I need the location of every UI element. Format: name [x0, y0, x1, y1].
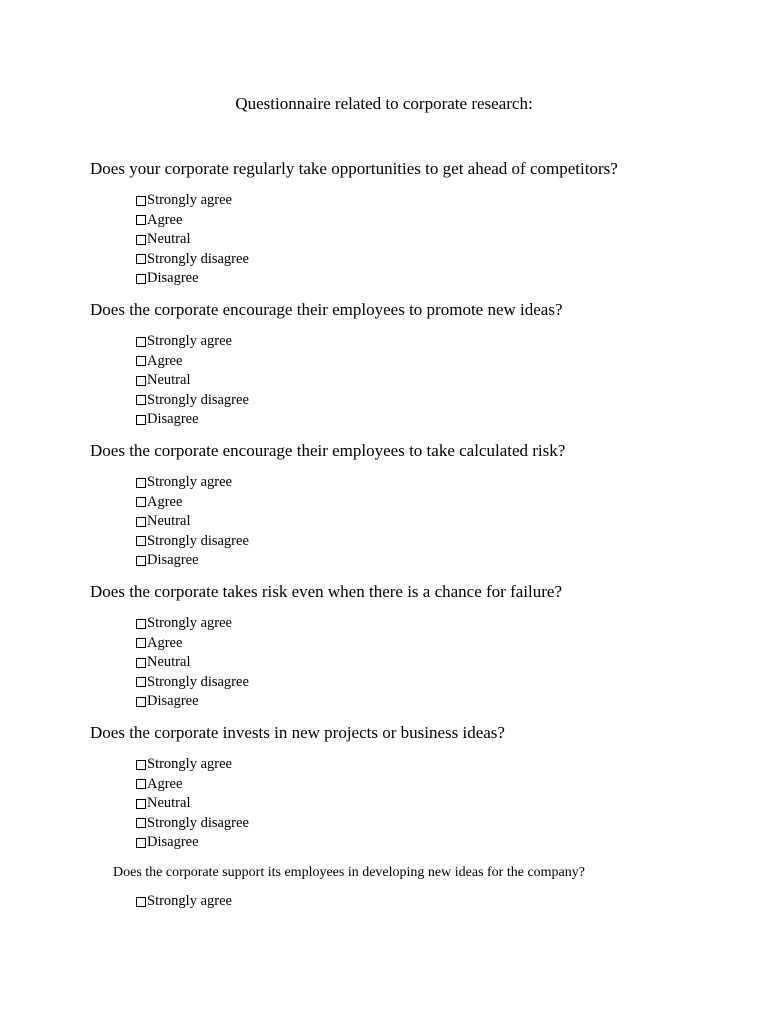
- option-disagree[interactable]: [136, 269, 249, 289]
- checkbox-icon[interactable]: [136, 235, 146, 245]
- option-neutral[interactable]: [136, 794, 249, 814]
- option-label: Agree: [147, 352, 183, 369]
- question-5: Does the corporate invests in new projects or business ideas?: [90, 723, 505, 742]
- option-label: Disagree: [147, 411, 199, 427]
- option-agree[interactable]: [136, 493, 249, 513]
- option-label: Strongly agree: [147, 333, 232, 349]
- checkbox-icon[interactable]: [136, 356, 146, 366]
- option-label: Neutral: [147, 654, 191, 670]
- option-neutral[interactable]: [136, 371, 249, 391]
- checkbox-icon[interactable]: [136, 658, 146, 668]
- option-agree[interactable]: [136, 634, 249, 654]
- checkbox-icon[interactable]: [136, 677, 146, 687]
- checkbox-icon[interactable]: [136, 395, 146, 405]
- option-label: Strongly agree: [147, 474, 232, 490]
- option-strongly-agree[interactable]: [136, 614, 249, 634]
- question-3: Does the corporate encourage their employees to take calculated risk?: [90, 441, 566, 460]
- question-6-options: [136, 892, 232, 912]
- question-6: Does the corporate support its employees in developing new ideas for the company?: [113, 865, 585, 880]
- option-disagree[interactable]: [136, 833, 249, 853]
- option-strongly-disagree[interactable]: [136, 673, 249, 693]
- option-agree[interactable]: [136, 775, 249, 795]
- checkbox-icon[interactable]: [136, 274, 146, 284]
- checkbox-icon[interactable]: [136, 196, 146, 206]
- option-disagree[interactable]: [136, 551, 249, 571]
- checkbox-icon[interactable]: [136, 478, 146, 488]
- option-strongly-disagree[interactable]: [136, 391, 249, 411]
- option-label: Neutral: [147, 231, 191, 247]
- question-1-options: [136, 191, 249, 289]
- option-strongly-disagree[interactable]: [136, 250, 249, 270]
- option-label: Strongly agree: [147, 615, 232, 631]
- option-label: Neutral: [147, 795, 191, 811]
- option-label: Disagree: [147, 834, 199, 850]
- option-label: Disagree: [147, 693, 199, 709]
- option-label: Agree: [147, 211, 183, 228]
- checkbox-icon[interactable]: [136, 838, 146, 848]
- option-label: Strongly agree: [147, 192, 232, 208]
- option-label: Agree: [147, 493, 183, 510]
- option-strongly-agree[interactable]: [136, 473, 249, 493]
- option-disagree[interactable]: [136, 410, 249, 430]
- option-disagree[interactable]: [136, 692, 249, 712]
- checkbox-icon[interactable]: [136, 536, 146, 546]
- option-label: Strongly disagree: [147, 250, 249, 267]
- question-1: Does your corporate regularly take opportunities to get ahead of competitors?: [90, 159, 618, 178]
- option-label: Neutral: [147, 372, 191, 388]
- document-title: Questionnaire related to corporate research:: [235, 94, 533, 113]
- checkbox-icon[interactable]: [136, 215, 146, 225]
- checkbox-icon[interactable]: [136, 415, 146, 425]
- option-label: Strongly agree: [147, 756, 232, 772]
- option-neutral[interactable]: [136, 512, 249, 532]
- option-agree[interactable]: [136, 352, 249, 372]
- option-strongly-disagree[interactable]: [136, 532, 249, 552]
- checkbox-icon[interactable]: [136, 556, 146, 566]
- option-label: Neutral: [147, 513, 191, 529]
- question-3-options: [136, 473, 249, 571]
- checkbox-icon[interactable]: [136, 760, 146, 770]
- option-label: Strongly disagree: [147, 673, 249, 690]
- checkbox-icon[interactable]: [136, 337, 146, 347]
- option-neutral[interactable]: [136, 653, 249, 673]
- checkbox-icon[interactable]: [136, 619, 146, 629]
- question-4: Does the corporate takes risk even when there is a chance for failure?: [90, 582, 562, 601]
- option-strongly-agree[interactable]: [136, 332, 249, 352]
- checkbox-icon[interactable]: [136, 376, 146, 386]
- option-label: Disagree: [147, 552, 199, 568]
- option-label: Disagree: [147, 270, 199, 286]
- option-label: Strongly disagree: [147, 532, 249, 549]
- option-neutral[interactable]: [136, 230, 249, 250]
- checkbox-icon[interactable]: [136, 497, 146, 507]
- option-label: Strongly agree: [147, 893, 232, 909]
- checkbox-icon[interactable]: [136, 638, 146, 648]
- option-agree[interactable]: [136, 211, 249, 231]
- checkbox-icon[interactable]: [136, 697, 146, 707]
- checkbox-icon[interactable]: [136, 517, 146, 527]
- checkbox-icon[interactable]: [136, 799, 146, 809]
- checkbox-icon[interactable]: [136, 897, 146, 907]
- option-strongly-agree[interactable]: [136, 191, 249, 211]
- option-label: Strongly disagree: [147, 814, 249, 831]
- option-strongly-disagree[interactable]: [136, 814, 249, 834]
- question-5-options: [136, 755, 249, 853]
- question-2: Does the corporate encourage their employees to promote new ideas?: [90, 300, 563, 319]
- option-label: Strongly disagree: [147, 391, 249, 408]
- option-strongly-agree[interactable]: [136, 755, 249, 775]
- option-strongly-agree[interactable]: [136, 892, 232, 912]
- checkbox-icon[interactable]: [136, 779, 146, 789]
- question-4-options: [136, 614, 249, 712]
- question-2-options: [136, 332, 249, 430]
- option-label: Agree: [147, 775, 183, 792]
- checkbox-icon[interactable]: [136, 254, 146, 264]
- option-label: Agree: [147, 634, 183, 651]
- checkbox-icon[interactable]: [136, 818, 146, 828]
